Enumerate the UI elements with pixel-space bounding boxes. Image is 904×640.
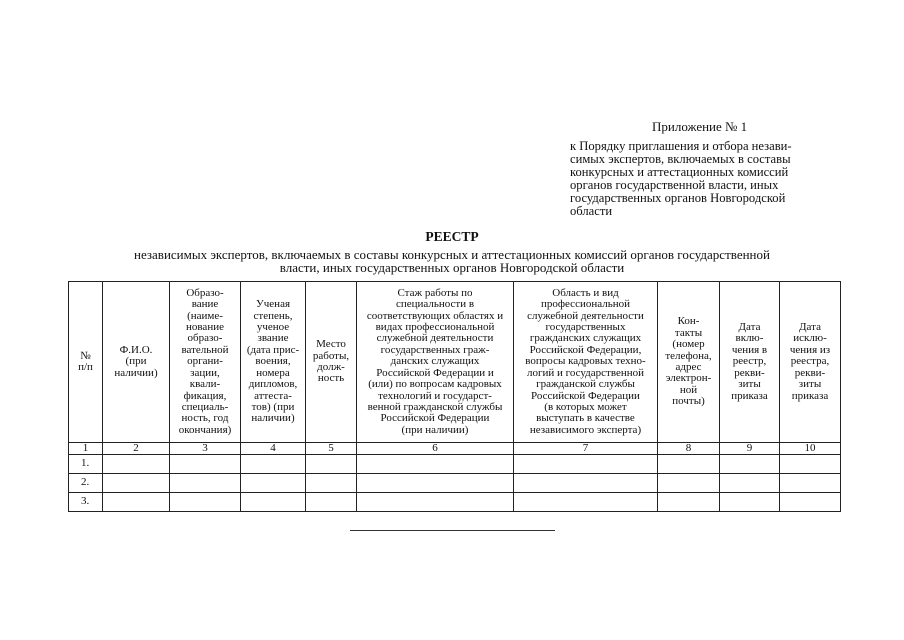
table-cell [103,493,170,512]
column-number-row [69,443,841,455]
column-number: 4 [241,443,306,455]
signature-divider-line [350,530,555,531]
table-cell [306,493,357,512]
column-number: 3 [170,443,241,455]
header-cell-degree: Ученая степень, ученое звание (дата прис- воения, номера дипломов, аттеста- тов) (при наличии) [241,282,306,443]
table-cell [780,493,841,512]
column-number: 10 [780,443,841,455]
table-cell [514,474,658,493]
column-number: 8 [658,443,720,455]
table-cell [780,474,841,493]
table-cell [306,474,357,493]
table-cell [720,474,780,493]
table-cell [170,455,241,474]
header-cell-contacts: Кон- такты (номер телефона, адрес электрон- ной почты) [658,282,720,443]
table-header-row [69,282,841,443]
header-cell-inclusion-date: Дата вклю- чения в реестр, рекви- зиты приказа [720,282,780,443]
appendix-text: к Порядку приглашения и отбора незави- симых экспертов, включаемых в составы конкурсных и аттестационных комиссий органов государственной власти, иных государственных органов Новгородской области [570,139,792,218]
table-row [69,474,841,493]
column-number: 7 [514,443,658,455]
table-cell [357,455,514,474]
header-cell-experience: Стаж работы по специальности в соответствующих областях и видах профессиональной служебной деятельности государственных граж- данских служащих Российской Федерации и (или) по вопросам кадровых технологий и государст- венной гражданской службы Российской Федерации (при наличии) [357,282,514,443]
header-cell-workplace: Место работы, долж- ность [306,282,357,443]
document-title: РЕЕСТР [425,229,479,244]
registry-table [68,281,841,512]
table-cell [658,455,720,474]
table-cell [720,493,780,512]
column-number: 9 [720,443,780,455]
table-cell [103,455,170,474]
column-number: 5 [306,443,357,455]
table-cell [357,474,514,493]
table-cell [103,474,170,493]
table-cell [514,455,658,474]
appendix-block [570,120,840,218]
table-cell [357,493,514,512]
table-cell [720,455,780,474]
table-cell [241,455,306,474]
header-cell-exclusion-date: Дата исклю- чения из реестра, рекви- зиты приказа [780,282,841,443]
row-number: 2. [69,474,103,493]
table-cell [241,474,306,493]
table-row [69,455,841,474]
table-cell [780,455,841,474]
column-number: 1 [69,443,103,455]
table-cell [170,493,241,512]
document-subtitle: независимых экспертов, включаемых в составы конкурсных и аттестационных комиссий органов государственной власти, иных государственных органов Новгородской области [134,247,770,275]
table-cell [170,474,241,493]
table-cell [658,493,720,512]
header-cell-education: Образо- вание (наиме- нование образо- вательной органи- зации, квали- фикация, специаль- ность, год окончания) [170,282,241,443]
table-row [69,493,841,512]
table-cell [658,474,720,493]
header-cell-fio: Ф.И.О. (при наличии) [103,282,170,443]
row-number: 3. [69,493,103,512]
table-cell [514,493,658,512]
column-number: 2 [103,443,170,455]
row-number: 1. [69,455,103,474]
header-cell-area: Область и вид профессиональной служебной деятельности государственных гражданских служащих Российской Федерации, вопросы кадровых техно- логий и государственной гражданской службы Российской Федерации (в которых может выступать в качестве независимого эксперта) [514,282,658,443]
table-cell [306,455,357,474]
header-cell-number: № п/п [69,282,103,443]
table-cell [241,493,306,512]
column-number: 6 [357,443,514,455]
appendix-number: Приложение № 1 [652,119,748,134]
